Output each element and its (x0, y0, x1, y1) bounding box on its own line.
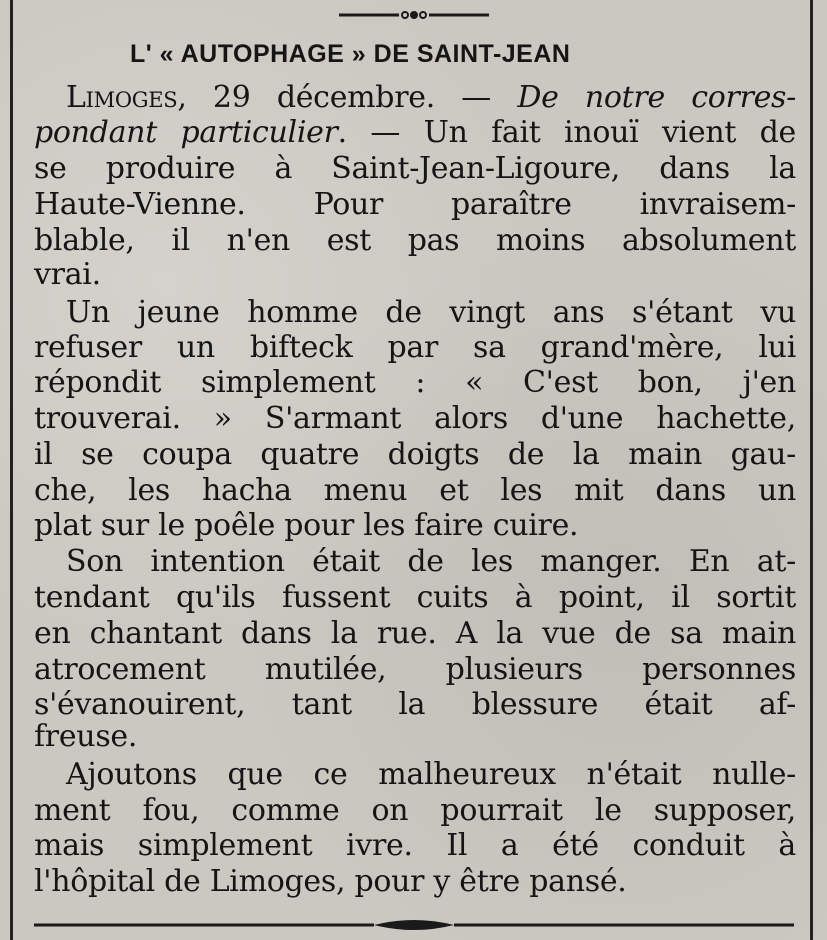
article-line: Ajoutons que ce malheureux n'était nulle- (66, 757, 796, 792)
article-line: mais simplement ivre. Il a été conduit à (34, 828, 796, 863)
article-line: freuse. (34, 719, 138, 754)
article-line: vrai. (34, 257, 101, 292)
dateline-place: Limoges (66, 80, 178, 115)
article-line: se produire à Saint-Jean-Ligoure, dans la (34, 151, 796, 186)
article-line: s'évanouirent, tant la blessure était af- (34, 687, 796, 722)
article-line: plat sur le poêle pour les faire cuire. (34, 508, 579, 543)
byline-part-2: pondant particulier (34, 115, 338, 150)
article-line: atrocement mutilée, plusieurs personnes (34, 652, 796, 687)
article-line: Un jeune homme de vingt ans s'étant vu (66, 295, 796, 330)
article-line: ment fou, comme on pourrait le supposer, (34, 793, 796, 828)
article-line: blable, il n'en est pas moins absolument (34, 223, 796, 258)
article-line: l'hôpital de Limoges, pour y être pansé. (34, 864, 627, 899)
article-line: trouverai. » S'armant alors d'une hachette, (34, 401, 796, 436)
article-line: Haute-Vienne. Pour paraître invraisem- (34, 187, 796, 222)
article-line: il se coupa quatre doigts de la main gau- (34, 437, 796, 472)
article-line: en chantant dans la rue. A la vue de sa main (34, 616, 796, 651)
dateline-date: , 29 décembre. — (177, 80, 518, 115)
article-line: Son intention était de les manger. En at- (66, 544, 796, 579)
article-line: tendant qu'ils fussent cuits à point, il sortit (34, 580, 796, 615)
article-line: che, les hacha menu et les mit dans un (34, 473, 796, 508)
byline-part-1: De notre corres- (517, 80, 796, 115)
top-ornament-divider (0, 8, 827, 22)
article-line (66, 81, 796, 115)
article-headline: L' « AUTOPHAGE » DE SAINT-JEAN (130, 40, 571, 68)
article-line: pondant particulier. — Un fait inouï vient de (34, 115, 796, 150)
article-line: refuser un bifteck par sa grand'mère, lui (34, 330, 796, 365)
right-column-rule (810, 0, 813, 940)
left-column-rule (10, 0, 13, 940)
article-line: répondit simplement : « C'est bon, j'en (34, 365, 796, 400)
bottom-ornament-divider (0, 916, 827, 934)
